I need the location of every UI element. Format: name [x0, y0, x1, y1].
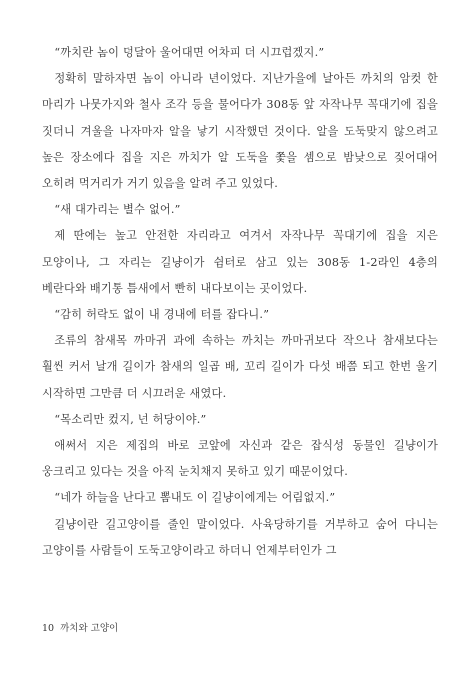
paragraph: 정확히 말하자면 놈이 아니라 년이었다. 지난가을에 날아든 까치의 암컷 한 마리가 나뭇가지와 철사 조각 등을 물어다가 308동 앞 자작나무 꼭대기에 집을 짓더니 겨울을 나자마자 알을 낳기 시작했던 것이다. 알을 도둑맞지 않으려고 높은 장소에다 집을 지은 까치가 알 도둑을 쫓을 셈으로 밤낮으로 짖어대어 오히려 먹거리가 거기 있음을 알려 주고 있었다. — [42, 72, 438, 191]
paragraph: “네가 하늘을 난다고 뽐내도 이 길냥이에게는 어림없지.” — [54, 491, 336, 505]
page-number: 10 — [42, 623, 55, 634]
page-footer — [42, 620, 118, 634]
paragraph: “새 대가리는 별수 없어.” — [54, 203, 181, 217]
paragraph: “감히 허락도 없이 내 경내에 터를 잡다니.” — [54, 308, 270, 322]
body-text — [42, 40, 438, 564]
running-title: 까치와 고양이 — [60, 623, 119, 634]
paragraph: 제 딴에는 높고 안전한 자리라고 여겨서 자작나무 꼭대기에 집을 지은 모양이나, 그 자리는 길냥이가 쉼터로 삼고 있는 308동 1-2라인 4층의 베란다와 배기통 틈새에서 빤히 내다보이는 곳이었다. — [42, 229, 438, 295]
paragraph: “목소리만 컸지, 넌 허당이야.” — [54, 412, 207, 426]
paragraph: 애써서 지은 제집의 바로 코앞에 자신과 같은 잡식성 동물인 길냥이가 웅크리고 있다는 것을 아직 눈치채지 못하고 있기 때문이었다. — [42, 439, 438, 479]
paragraph: 길냥이란 길고양이를 줄인 말이었다. 사육당하기를 거부하고 숨어 다니는 고양이를 사람들이 도둑고양이라고 하더니 언제부터인가 그 — [42, 517, 438, 557]
paragraph: “까치란 놈이 덩달아 울어대면 어차피 더 시끄럽겠지.” — [54, 46, 325, 59]
paragraph: 조류의 참새목 까마귀 과에 속하는 까치는 까마귀보다 작으나 참새보다는 훨씬 커서 날개 길이가 참새의 일곱 배, 꼬리 길이가 다섯 배쯤 되고 한번 울기 시작하면 그만큼 더 시끄러운 새였다. — [42, 334, 438, 400]
